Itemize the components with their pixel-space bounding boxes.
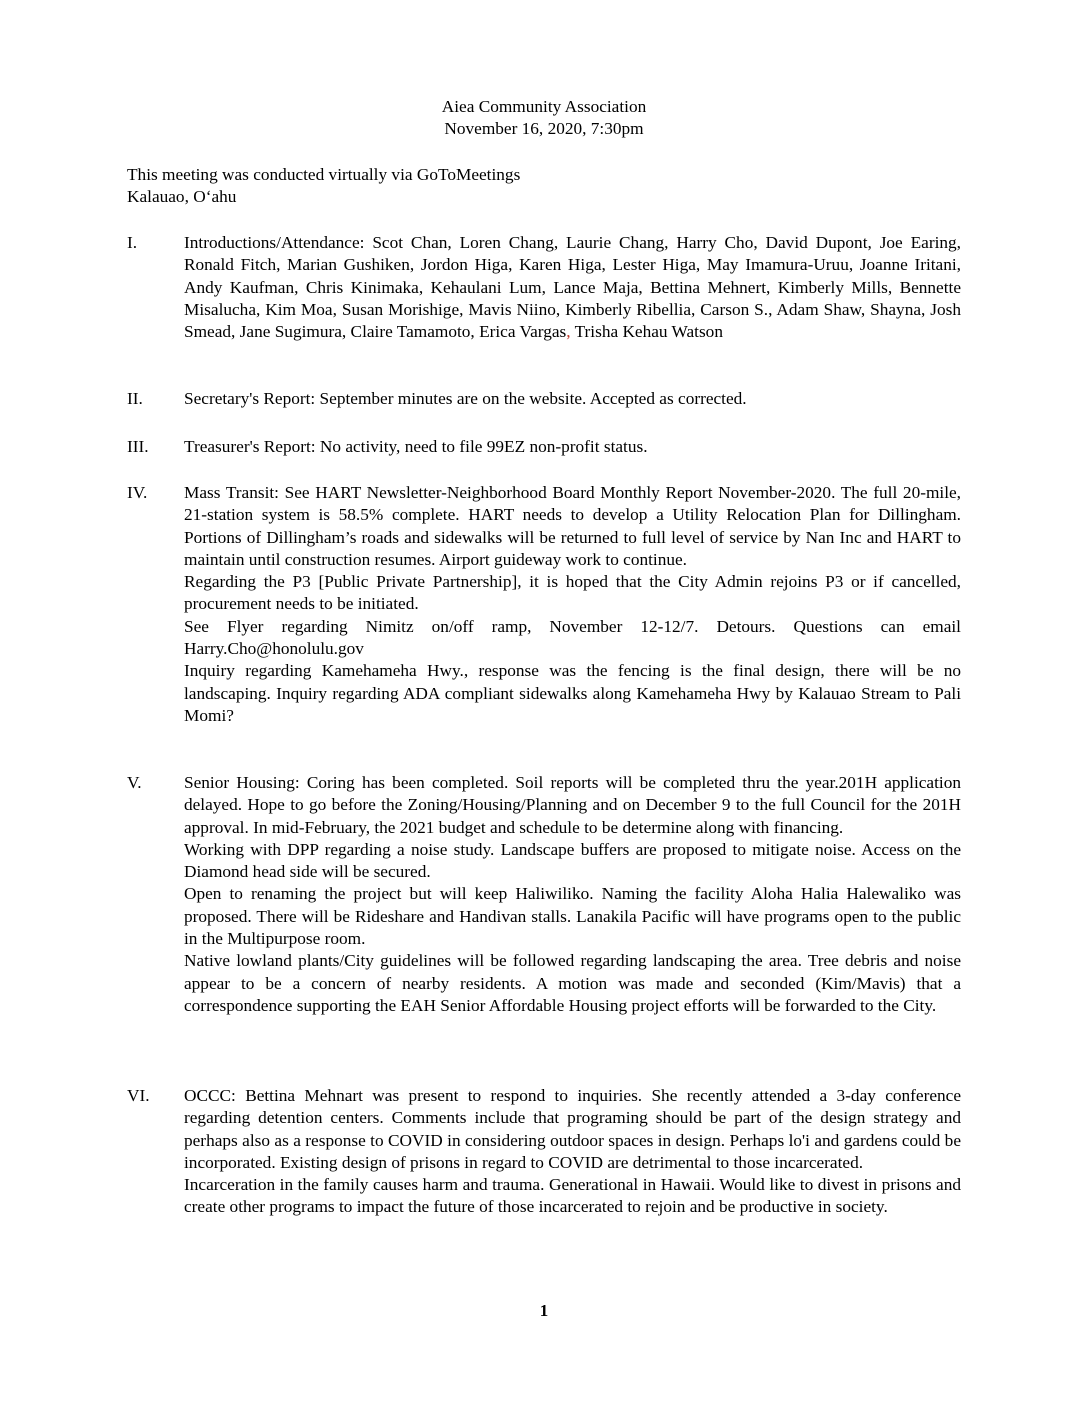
document-header [0,96,1088,141]
section-numeral: II. [127,389,143,408]
section-body [184,772,961,1017]
attendance-names-end: Trisha Kehau Watson [570,322,723,342]
meeting-date-time: November 16, 2020, 7:30pm [444,119,644,139]
mass-transit-paragraph-3: See Flyer regarding Nimitz on/off ramp, November 12-12/7. Detours. Questions can email Harry.Cho@honolulu.gov [184,616,961,659]
meeting-format-line: This meeting was conducted virtually via GoToMeetings [127,165,521,184]
mass-transit-paragraph-2: Regarding the P3 [Public Private Partnership], it is hoped that the City Admin rejoins P3 or if cancelled, procurement needs to be initiated. [184,572,961,614]
section-body [184,232,961,343]
senior-housing-paragraph-4: Native lowland plants/City guidelines will be followed regarding landscaping the area. Tree debris and noise appear to be a concern of nearby residents. A motion was made and seconded (Kim/Mavis) that a correspondence supporting the EAH Senior Affordable Housing project efforts will be forwarded to the City. [184,951,961,1015]
secretary-paragraph: Secretary's Report: September minutes are on the website. Accepted as corrected. [184,389,747,408]
treasurer-paragraph: Treasurer's Report: No activity, need to file 99EZ non-profit status. [184,437,648,456]
meeting-intro [127,164,967,209]
section-numeral: VI. [127,1086,150,1105]
meeting-location-line: Kalauao, O‘ahu [127,187,237,207]
occc-paragraph-2: Incarceration in the family causes harm and trauma. Generational in Hawaii. Would like to divest in prisons and create other programs to impact the future of those incarcerated to rejoin and be productive in society. [184,1175,961,1217]
red-comma: , [566,322,571,342]
mass-transit-paragraph-1: Mass Transit: See HART Newsletter-Neighborhood Board Monthly Report November-2020. The full 20-mile, 21-station system is 58.5% complete. HART needs to develop a Utility Relocation Plan for Dillingham. Portions of Dillingham’s roads and sidewalks will be returned to full level of service by Nan Inc and HART to maintain until construction resumes. Airport guideway work to continue. [184,483,961,569]
section-body [184,482,961,727]
attendance-names: Introductions/Attendance: Scot Chan, Loren Chang, Laurie Chang, Harry Cho, David Dupont, Joe Earing, Ronald Fitch, Marian Gushiken, Jordon Higa, Karen Higa, Lester Higa, May Imamura-Uruu, Joanne Iritani, Andy Kaufman, Chris Kinimaka, Kehaulani Lum, Lance Maja, Bettina Mehnert, Kimberly Mills, Bennette Misalucha, Kim Moa, Susan Morishige, Mavis Niino, Kimberly Ribellia, Carson S., Adam Shaw, Shayna, Josh Smead, Jane Sugimura, Claire Tamamoto, Erica Vargas [184,233,961,342]
senior-housing-paragraph-3: Open to renaming the project but will keep Haliwiliko. Naming the facility Aloha Halia Halewaliko was proposed. There will be Rideshare and Handivan stalls. Lanakila Pacific will have programs open to the public in the Multipurpose room. [184,884,961,949]
occc-paragraph-1: OCCC: Bettina Mehnart was present to respond to inquiries. She recently attended a 3-day conference regarding detention centers. Comments include that programing should be part of the design strategy and perhaps also as a response to COVID in considering outdoor spaces in design. Perhaps lo'i and gardens could be incorporated. Existing design of prisons in regard to COVID are detrimental to those incarcerated. [184,1086,961,1172]
section-body [184,388,961,410]
organization-name: Aiea Community Association [441,97,647,116]
section-numeral: I. [127,233,138,252]
section-numeral: IV. [127,483,148,502]
senior-housing-paragraph-2: Working with DPP regarding a noise study. Landscape buffers are proposed to mitigate noise. Access on the Diamond head side will be secured. [184,839,961,882]
attendance-paragraph [184,232,961,343]
section-body [184,436,961,458]
section-numeral: V. [127,773,142,792]
section-body [184,1085,961,1219]
mass-transit-paragraph-4: Inquiry regarding Kamehameha Hwy., response was the fencing is the final design, there will be no landscaping. Inquiry regarding ADA compliant sidewalks along Kamehameha Hwy by Kalauao Stream to Pali Momi? [184,661,961,725]
page-number: 1 [539,1301,549,1320]
senior-housing-paragraph-1: Senior Housing: Coring has been completed. Soil reports will be completed thru the year.201H application delayed. Hope to go before the Zoning/Housing/Planning and on December 9 to the full Council for the 201H approval. In mid-February, the 2021 budget and schedule to be determine along with financing. [184,773,961,837]
section-numeral: III. [127,437,149,456]
